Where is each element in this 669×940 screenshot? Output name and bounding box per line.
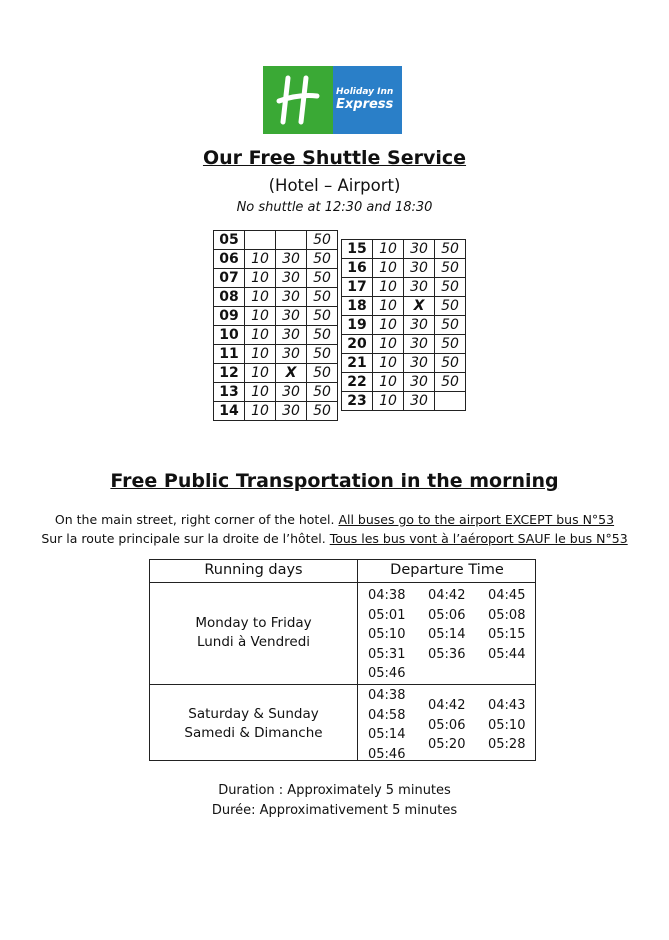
weekday-label-fr: Lundi à Vendredi xyxy=(196,634,311,650)
minute-cell xyxy=(245,231,276,250)
minute-cell: 30 xyxy=(404,240,435,259)
minute-cell: 50 xyxy=(307,269,338,288)
hour-cell: 17 xyxy=(342,278,373,297)
bus-info-french-note: Tous les bus vont à l’aéroport SAUF le bus N°53 xyxy=(329,531,628,546)
duration-french: Durée: Approximativement 5 minutes xyxy=(211,803,458,818)
cancelled-cell: X xyxy=(276,364,307,383)
hour-cell: 20 xyxy=(342,335,373,354)
departure-time: 04:43 xyxy=(488,698,526,713)
bus-departure-table xyxy=(149,559,536,761)
minute-cell: 10 xyxy=(373,240,404,259)
minute-cell: 50 xyxy=(435,354,466,373)
departure-time: 04:45 xyxy=(488,588,526,603)
logo-h-mark xyxy=(263,66,333,134)
departure-time: 05:46 xyxy=(368,746,406,762)
table-divider xyxy=(150,684,535,685)
hour-cell: 09 xyxy=(214,307,245,326)
minute-cell: 30 xyxy=(276,269,307,288)
minute-cell: 50 xyxy=(307,402,338,421)
departure-time: 05:14 xyxy=(368,727,406,742)
schedule-row xyxy=(342,373,466,392)
schedule-row xyxy=(342,354,466,373)
minute-cell: 50 xyxy=(307,288,338,307)
minute-cell: 30 xyxy=(404,373,435,392)
table-divider xyxy=(357,560,358,760)
weekend-times-col-2 xyxy=(428,696,465,755)
minute-cell: 30 xyxy=(276,250,307,269)
logo-wordmark xyxy=(333,66,402,134)
minute-cell: 10 xyxy=(373,373,404,392)
minute-cell: 10 xyxy=(373,335,404,354)
hour-cell: 11 xyxy=(214,345,245,364)
bus-info-french-text: Sur la route principale sur la droite de l’hôtel. xyxy=(41,531,330,546)
departure-time: 05:10 xyxy=(488,717,526,733)
departure-time: 04:58 xyxy=(368,707,406,723)
hour-cell: 12 xyxy=(214,364,245,383)
schedule-row xyxy=(214,307,338,326)
departure-time: 05:06 xyxy=(428,607,466,623)
minute-cell: 30 xyxy=(276,402,307,421)
weekday-label xyxy=(150,614,357,652)
hour-cell: 05 xyxy=(214,231,245,250)
hour-cell: 19 xyxy=(342,316,373,335)
minute-cell: 10 xyxy=(245,402,276,421)
weekend-times-col-1 xyxy=(368,686,405,764)
minute-cell: 50 xyxy=(435,373,466,392)
schedule-row xyxy=(214,250,338,269)
minute-cell: 50 xyxy=(307,383,338,402)
departure-time: 05:14 xyxy=(428,627,466,642)
minute-cell: 50 xyxy=(435,278,466,297)
minute-cell: 10 xyxy=(373,259,404,278)
duration-english: Duration : Approximately 5 minutes xyxy=(218,783,451,798)
minute-cell: 10 xyxy=(245,326,276,345)
header-departure-time: Departure Time xyxy=(390,562,504,578)
schedule-row xyxy=(214,364,338,383)
departure-time: 05:01 xyxy=(368,607,406,623)
minute-cell xyxy=(276,231,307,250)
minute-cell: 10 xyxy=(373,316,404,335)
shuttle-schedule-left xyxy=(213,230,338,421)
weekday-times-col-3 xyxy=(488,586,525,664)
minute-cell: 10 xyxy=(245,269,276,288)
departure-time: 04:38 xyxy=(368,688,406,703)
hour-cell: 23 xyxy=(342,392,373,411)
schedule-row xyxy=(342,278,466,297)
hour-cell: 08 xyxy=(214,288,245,307)
cancelled-cell: X xyxy=(404,297,435,316)
schedule-row xyxy=(214,402,338,421)
minute-cell: 30 xyxy=(276,383,307,402)
weekend-times-col-3 xyxy=(488,696,525,755)
departure-time: 05:06 xyxy=(428,717,466,733)
hour-cell: 18 xyxy=(342,297,373,316)
minute-cell: 50 xyxy=(307,307,338,326)
minute-cell: 30 xyxy=(404,392,435,411)
shuttle-subtitle: (Hotel – Airport) xyxy=(268,176,401,195)
minute-cell: 10 xyxy=(373,354,404,373)
minute-cell: 10 xyxy=(245,307,276,326)
minute-cell: 50 xyxy=(307,326,338,345)
hour-cell: 15 xyxy=(342,240,373,259)
bus-info-english xyxy=(0,512,669,527)
schedule-row xyxy=(214,269,338,288)
minute-cell: 30 xyxy=(276,326,307,345)
hotel-logo xyxy=(263,66,402,134)
shuttle-note: No shuttle at 12:30 and 18:30 xyxy=(236,200,433,215)
shuttle-title: Our Free Shuttle Service xyxy=(202,147,467,169)
minute-cell: 30 xyxy=(404,316,435,335)
minute-cell: 30 xyxy=(276,288,307,307)
schedule-row xyxy=(214,345,338,364)
minute-cell: 50 xyxy=(435,316,466,335)
logo-line-2: Express xyxy=(336,96,394,112)
minute-cell: 10 xyxy=(245,345,276,364)
bus-info-english-text: On the main street, right corner of the hotel. xyxy=(54,512,339,527)
departure-time: 05:08 xyxy=(488,607,526,623)
minute-cell: 10 xyxy=(245,364,276,383)
public-transport-title: Free Public Transportation in the morning xyxy=(110,470,559,492)
minute-cell: 50 xyxy=(307,345,338,364)
schedule-row xyxy=(214,288,338,307)
hour-cell: 06 xyxy=(214,250,245,269)
hour-cell: 14 xyxy=(214,402,245,421)
schedule-row xyxy=(214,231,338,250)
minute-cell: 30 xyxy=(276,345,307,364)
minute-cell: 50 xyxy=(435,259,466,278)
weekday-times-col-2 xyxy=(428,586,465,664)
departure-time: 05:28 xyxy=(488,737,526,752)
departure-time: 05:44 xyxy=(488,646,526,662)
table-divider xyxy=(150,582,535,583)
bus-info-french xyxy=(0,531,669,546)
departure-time: 05:31 xyxy=(368,646,406,662)
hour-cell: 16 xyxy=(342,259,373,278)
minute-cell: 30 xyxy=(404,335,435,354)
schedule-row xyxy=(342,335,466,354)
hour-cell: 21 xyxy=(342,354,373,373)
logo-line-1: Holiday Inn xyxy=(336,87,394,98)
departure-time: 05:10 xyxy=(368,627,406,642)
minute-cell xyxy=(435,392,466,411)
schedule-row xyxy=(342,392,466,411)
weekday-times-col-1 xyxy=(368,586,405,684)
departure-time: 05:36 xyxy=(428,646,466,662)
departure-time: 05:15 xyxy=(488,627,526,642)
schedule-row xyxy=(214,383,338,402)
logo-h-icon xyxy=(273,74,323,126)
minute-cell: 10 xyxy=(245,383,276,402)
minute-cell: 50 xyxy=(307,231,338,250)
hour-cell: 10 xyxy=(214,326,245,345)
schedule-row xyxy=(342,316,466,335)
departure-time: 04:42 xyxy=(428,588,466,603)
minute-cell: 30 xyxy=(404,278,435,297)
weekend-label-fr: Samedi & Dimanche xyxy=(184,725,323,741)
minute-cell: 50 xyxy=(307,250,338,269)
bus-info-english-note: All buses go to the airport EXCEPT bus N°53 xyxy=(338,512,615,527)
weekend-label xyxy=(150,705,357,743)
hour-cell: 07 xyxy=(214,269,245,288)
weekend-label-en: Saturday & Sunday xyxy=(188,706,319,722)
schedule-row xyxy=(342,259,466,278)
minute-cell: 10 xyxy=(245,250,276,269)
minute-cell: 10 xyxy=(373,278,404,297)
minute-cell: 50 xyxy=(435,240,466,259)
minute-cell: 50 xyxy=(307,364,338,383)
departure-time: 05:46 xyxy=(368,666,406,681)
hour-cell: 22 xyxy=(342,373,373,392)
shuttle-schedule-right xyxy=(341,239,466,411)
minute-cell: 10 xyxy=(373,297,404,316)
minute-cell: 30 xyxy=(404,259,435,278)
schedule-row xyxy=(342,297,466,316)
hour-cell: 13 xyxy=(214,383,245,402)
weekday-label-en: Monday to Friday xyxy=(195,615,312,631)
minute-cell: 50 xyxy=(435,335,466,354)
minute-cell: 30 xyxy=(404,354,435,373)
minute-cell: 30 xyxy=(276,307,307,326)
schedule-row xyxy=(342,240,466,259)
schedule-row xyxy=(214,326,338,345)
header-running-days: Running days xyxy=(204,562,303,578)
minute-cell: 10 xyxy=(373,392,404,411)
minute-cell: 10 xyxy=(245,288,276,307)
minute-cell: 50 xyxy=(435,297,466,316)
departure-time: 04:42 xyxy=(428,698,466,713)
departure-time: 04:38 xyxy=(368,588,406,603)
departure-time: 05:20 xyxy=(428,737,466,752)
